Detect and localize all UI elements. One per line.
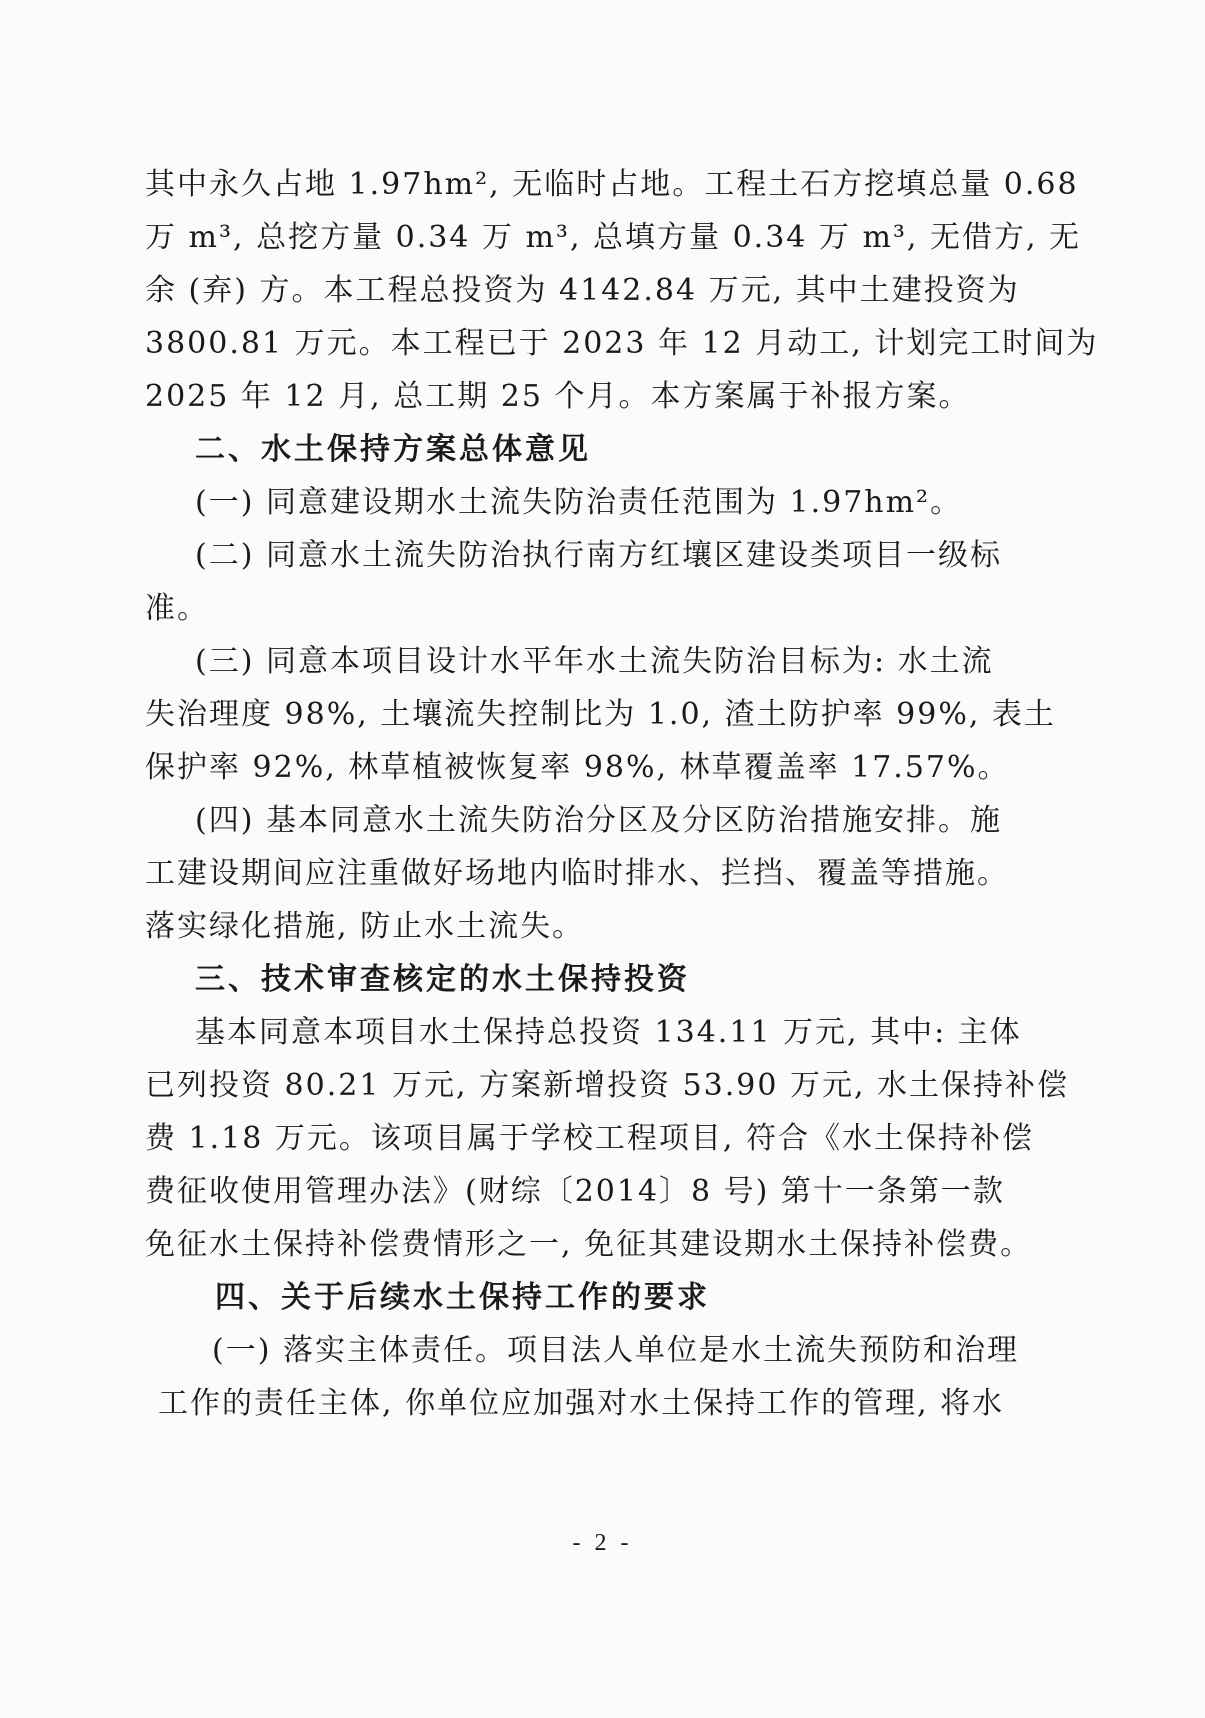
section-4-heading: 四、关于后续水土保持工作的要求 bbox=[215, 1280, 710, 1315]
section-2-item-2-line-2: 准。 bbox=[145, 591, 209, 626]
section-2-heading: 二、水土保持方案总体意见 bbox=[195, 432, 591, 467]
intro-line-4: 3800.81 万元。本工程已于 2023 年 12 月动工, 计划完工时间为 bbox=[145, 326, 1099, 361]
section-2-item-3-line-1: (三) 同意本项目设计水平年水土流失防治目标为: 水土流 bbox=[195, 644, 994, 679]
intro-line-3: 余 (弃) 方。本工程总投资为 4142.84 万元, 其中土建投资为 bbox=[145, 273, 1020, 308]
section-2-item-3-line-3: 保护率 92%, 林草植被恢复率 98%, 林草覆盖率 17.57%。 bbox=[145, 750, 1010, 785]
section-3-line-3: 费 1.18 万元。该项目属于学校工程项目, 符合《水土保持补偿 bbox=[145, 1121, 1034, 1156]
intro-line-5: 2025 年 12 月, 总工期 25 个月。本方案属于补报方案。 bbox=[145, 379, 971, 414]
intro-line-2: 万 m³, 总挖方量 0.34 万 m³, 总填方量 0.34 万 m³, 无借方, 无 bbox=[145, 220, 1082, 255]
section-2-item-4-line-3: 落实绿化措施, 防止水土流失。 bbox=[145, 909, 585, 944]
section-3-line-5: 免征水土保持补偿费情形之一, 免征其建设期水土保持补偿费。 bbox=[145, 1227, 1033, 1262]
section-3-heading: 三、技术审查核定的水土保持投资 bbox=[195, 962, 690, 997]
section-2-item-2-line-1: (二) 同意水土流失防治执行南方红壤区建设类项目一级标 bbox=[195, 538, 1002, 573]
section-4-item-1-line-1: (一) 落实主体责任。项目法人单位是水土流失预防和治理 bbox=[212, 1333, 1019, 1368]
section-3-line-2: 已列投资 80.21 万元, 方案新增投资 53.90 万元, 水土保持补偿 bbox=[145, 1068, 1070, 1103]
section-3-line-1: 基本同意本项目水土保持总投资 134.11 万元, 其中: 主体 bbox=[195, 1015, 1022, 1050]
section-4-item-1-line-2: 工作的责任主体, 你单位应加强对水土保持工作的管理, 将水 bbox=[158, 1386, 1005, 1421]
page-number: - 2 - bbox=[572, 1530, 633, 1556]
intro-line-1: 其中永久占地 1.97hm², 无临时占地。工程土石方挖填总量 0.68 bbox=[145, 167, 1079, 202]
section-3-line-4: 费征收使用管理办法》(财综〔2014〕8 号) 第十一条第一款 bbox=[145, 1174, 1005, 1209]
section-2-item-4-line-1: (四) 基本同意水土流失防治分区及分区防治措施安排。施 bbox=[195, 803, 1002, 838]
section-2-item-4-line-2: 工建设期间应注重做好场地内临时排水、拦挡、覆盖等措施。 bbox=[145, 856, 1009, 891]
section-2-item-1: (一) 同意建设期水土流失防治责任范围为 1.97hm²。 bbox=[195, 485, 963, 520]
section-2-item-3-line-2: 失治理度 98%, 土壤流失控制比为 1.0, 渣土防护率 99%, 表土 bbox=[145, 697, 1056, 732]
